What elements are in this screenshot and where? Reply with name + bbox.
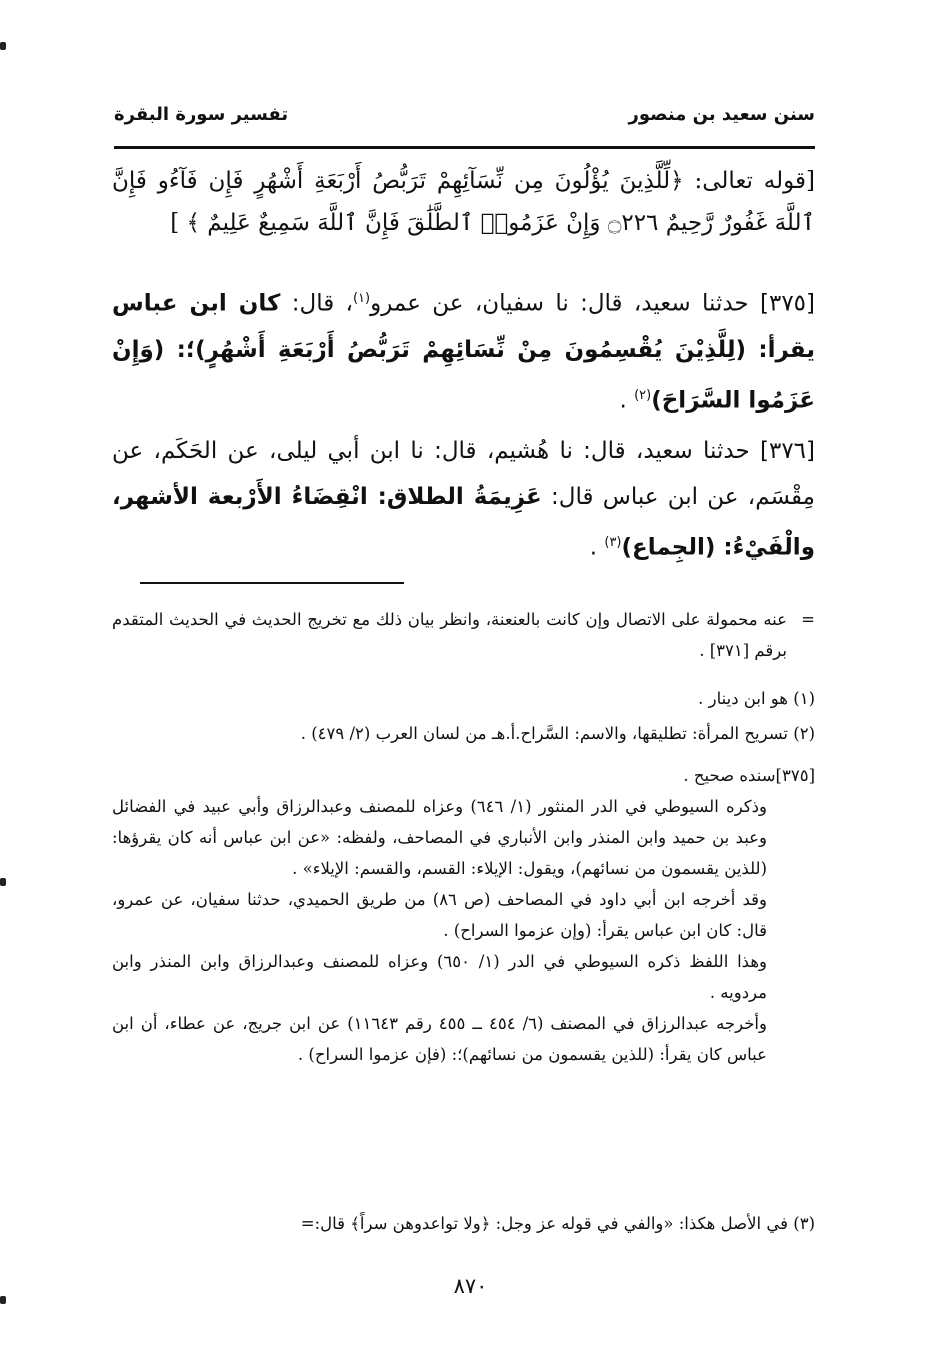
header-rule [114, 146, 815, 149]
footnote-separator [140, 582, 404, 584]
footnote-375 [112, 760, 815, 1070]
hadith-number: [٣٧٦] [759, 438, 816, 464]
footnote-ref: (٢) [634, 387, 652, 403]
footnote-text: عنه محمولة على الاتصال وإن كانت بالعنعنة، وانظر بيان ذلك مع تخريج الحديث في الحديث المتقدم برقم [٣٧١] . [112, 610, 787, 660]
footnote-375-head: [٣٧٥]سنده صحيح . [683, 766, 815, 785]
footnote-3: (٣) في الأصل هكذا: «والفي في قوله عز وجل: ﴿ولا تواعدوهن سراً﴾ قال:= [300, 1214, 815, 1233]
hadith-375 [112, 276, 815, 423]
hadith-matn: كان ابن عباس يقرأ: (لِلَّذِيْنَ يُقْسِمُونَ مِنْ نِّسَائِهِمْ تَرَبُّصُ أَرْبَعَةِ أَشْهُرٍ)؛: (وَإِنْ عَزَمُوا السَّرَاحَ) [112, 290, 815, 414]
continuation-mark: = [801, 610, 815, 629]
hadith-isnad: حدثنا سعيد، قال: نا هُشيم، قال: نا ابن أبي ليلى، عن الحَكَم، عن مِقْسَم، عن ابن عباس قال: [112, 438, 815, 510]
hadith-matn: عَزِيمَةُ الطلاق: انْقِضَاءُ الأَرْبعة الأشهر، والْفَيْءُ: (الجِماع) [112, 484, 815, 561]
running-header-chapter-title: تفسير سورة البقرة [114, 104, 289, 125]
footnote-1: (١) هو ابن دينار . [698, 689, 815, 708]
footnote-paragraph: وأخرجه عبدالرزاق في المصنف (٦/ ٤٥٤ ــ ٤٥٥ رقم ١١٦٤٣) عن ابن جريج، عن عطاء، أن ابن عباس كان يقرأ: (للذين يقسمون من نسائهم)؛: (فإن عزموا السراح) . [112, 1014, 767, 1064]
hadith-end: . [619, 387, 635, 414]
hadith-connector: ، قال: [280, 290, 353, 317]
scan-artifact [0, 878, 6, 886]
hadith-376 [112, 428, 815, 571]
footnote-2: (٢) تسريح المرأة: تطليقها، والاسم: السَّراح.أ.هـ من لسان العرب (٢/ ٤٧٩) . [300, 724, 815, 743]
quran-verse-block: [قوله تعالى: ﴿لِّلَّذِينَ يُؤْلُونَ مِن نِّسَآئِهِمْ تَرَبُّصُ أَرْبَعَةِ أَشْهُرٍ فَإِن فَآءُو فَإِنَّ ٱللَّهَ غَفُورٌ رَّحِيمٌ ۝٢٢٦ وَإِنْ عَزَمُوا۟ ٱلطَّلَٰقَ فَإِنَّ ٱللَّهَ سَمِيعٌ عَلِيمٌ ﴾ ] [112, 168, 815, 236]
hadith-end: . [589, 534, 605, 561]
footnote-ref: (٣) [604, 535, 622, 550]
scan-artifact [0, 1296, 6, 1304]
footnote-paragraph: وهذا اللفظ ذكره السيوطي في الدر (١/ ٦٥٠) وعزاه للمصنف وعبدالرزاق وابن المنذر وابن مردويه . [112, 952, 767, 1002]
scan-artifact [0, 42, 6, 50]
hadith-isnad: حدثنا سعيد، قال: نا سفيان، عن عمرو [370, 290, 749, 317]
footnote-continuation [112, 604, 815, 666]
footnote-paragraph: وقد أخرجه ابن أبي داود في المصاحف (ص ٨٦) من طريق الحميدي، حدثنا سفيان، عن عمرو، قال: كان ابن عباس يقرأ: (وإن عزموا السراح) . [112, 890, 767, 940]
page-number: ٨٧٠ [453, 1274, 488, 1298]
footnote-ref: (١) [352, 291, 371, 306]
running-header-book-title: سنن سعيد بن منصور [628, 104, 815, 125]
footnote-paragraph: وذكره السيوطي في الدر المنثور (١/ ٦٤٦) وعزاه للمصنف وعبدالرزاق وأبي عبيد في الفضائل وعبد بن حميد وابن المنذر وابن الأنباري في المصاحف، ولفظه: «عن ابن عباس أنه كان يقرؤها: (للذين يقسمون من نسائهم)، ويقول: الإيلاء: القسم، والقسم: الإيلاء» . [112, 797, 767, 878]
hadith-number: [٣٧٥] [759, 290, 816, 317]
